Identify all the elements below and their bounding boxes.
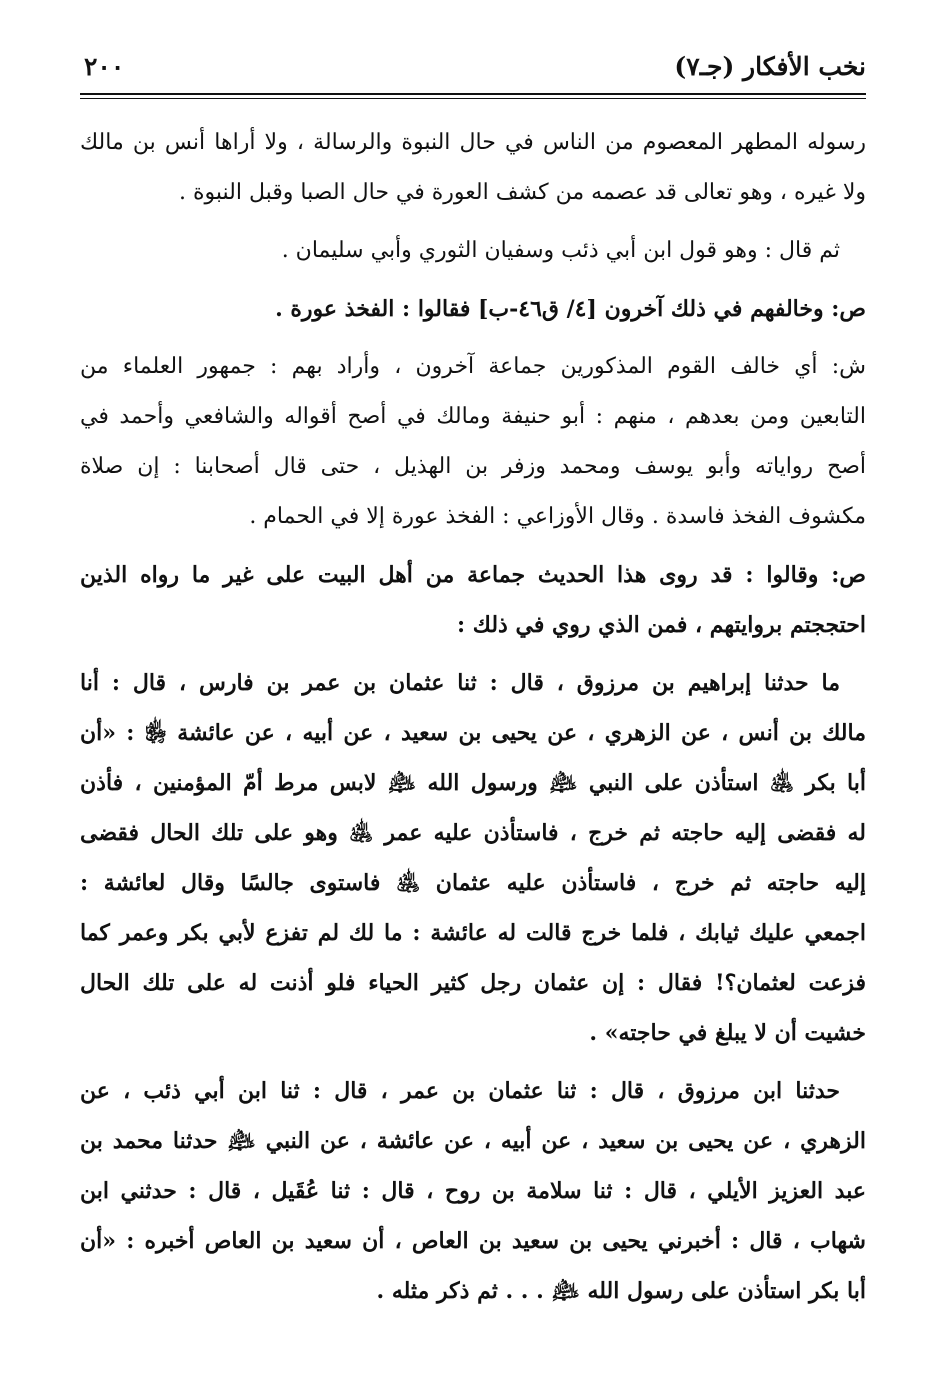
text-line: التابعين ومن بعدهم ، منهم : أبو حنيفة ومالك في أصح أقواله والشافعي وأحمد في: [80, 404, 866, 429]
page-body: [80, 118, 866, 1316]
text-line: ثم قال : وهو قول ابن أبي ذئب وسفيان الثوري وأبي سليمان .: [281, 238, 840, 263]
running-title: نخب الأفكار (جـ٧): [674, 52, 866, 81]
text-line: شهاب ، قال : أخبرني يحيى بن سعيد بن العاص ، أن سعيد بن العاص أخبره : «أن: [80, 1228, 866, 1254]
text-line: ص: وقالوا : قد روى هذا الحديث جماعة من أهل البيت على غير ما رواه الذين: [80, 562, 866, 588]
page-number: ٢٠٠: [84, 52, 125, 81]
text-line: ما حدثنا إبراهيم بن مرزوق ، قال : ثنا عثمان بن عمر بن فارس ، قال : أنا: [80, 670, 840, 696]
text-line: ص: وخالفهم في ذلك آخرون [٤/ ق٤٦-ب] فقالوا : الفخذ عورة .: [275, 296, 866, 322]
text-line: ش: أي خالف القوم المذكورين جماعة آخرون ، وأراد بهم : جمهور العلماء من: [80, 354, 866, 379]
paragraph-matn: [80, 550, 866, 650]
text-line: إليه حاجته ثم خرج ، فاستأذن عليه عثمان ﵁ فاستوى جالسًا وقال لعائشة :: [80, 870, 866, 896]
text-line: له فقضى إليه حاجته ثم خرج ، فاستأذن عليه عمر ﵁ وهو على تلك الحال فقضى: [80, 820, 866, 846]
paragraph-matn: [80, 284, 866, 334]
text-line: مكشوف الفخذ فاسدة . وقال الأوزاعي : الفخذ عورة إلا في الحمام .: [249, 504, 866, 529]
text-line: اجمعي عليك ثيابك ، فلما خرج قالت له عائشة : ما لك لم تفزع لأبي بكر وعمر كما: [80, 920, 866, 946]
paragraph: [80, 118, 866, 218]
text-line: الزهري ، عن يحيى بن سعيد ، عن أبيه ، عن عائشة ، عن النبي ﵇ حدثنا محمد بن: [80, 1128, 866, 1154]
text-line: رسوله المطهر المعصوم من الناس في حال النبوة والرسالة ، ولا أراها أنس بن مالك: [80, 130, 866, 155]
text-line: فزعت لعثمان؟! فقال : إن عثمان رجل كثير الحياء فلو أذنت له على تلك الحال: [80, 970, 866, 996]
paragraph: [80, 226, 866, 276]
header-rule-thin: [80, 98, 866, 99]
header-rule: [80, 93, 866, 95]
text-line: احتججتم بروايتهم ، فمن الذي روي في ذلك :: [457, 612, 866, 638]
text-line: خشيت أن لا يبلغ في حاجته» .: [589, 1020, 866, 1046]
text-line: أصح رواياته وأبو يوسف ومحمد وزفر بن الهذيل ، حتى قال أصحابنا : إن صلاة: [80, 454, 866, 479]
paragraph-sharh: [80, 342, 866, 542]
paragraph-hadith: [80, 658, 866, 1058]
text-line: أبا بكر استأذن على رسول الله ﵇ . . . ثم ذكر مثله .: [376, 1278, 866, 1304]
text-line: مالك بن أنس ، عن الزهري ، عن يحيى بن سعيد ، عن أبيه ، عن عائشة ﵂ : «أن: [80, 720, 866, 746]
paragraph-hadith: [80, 1066, 866, 1316]
text-line: حدثنا ابن مرزوق ، قال : ثنا عثمان بن عمر ، قال : ثنا ابن أبي ذئب ، عن: [80, 1078, 840, 1104]
page-header: [80, 48, 866, 92]
text-line: أبا بكر ﵁ استأذن على النبي ﵇ ورسول الله ﵇ لابس مرط أمّ المؤمنين ، فأذن: [80, 770, 866, 796]
text-line: عبد العزيز الأيلي ، قال : ثنا سلامة بن روح ، قال : ثنا عُقَيل ، قال : حدثني ابن: [80, 1178, 866, 1204]
text-line: ولا غيره ، وهو تعالى قد عصمه من كشف العورة في حال الصبا وقبل النبوة .: [179, 180, 866, 205]
